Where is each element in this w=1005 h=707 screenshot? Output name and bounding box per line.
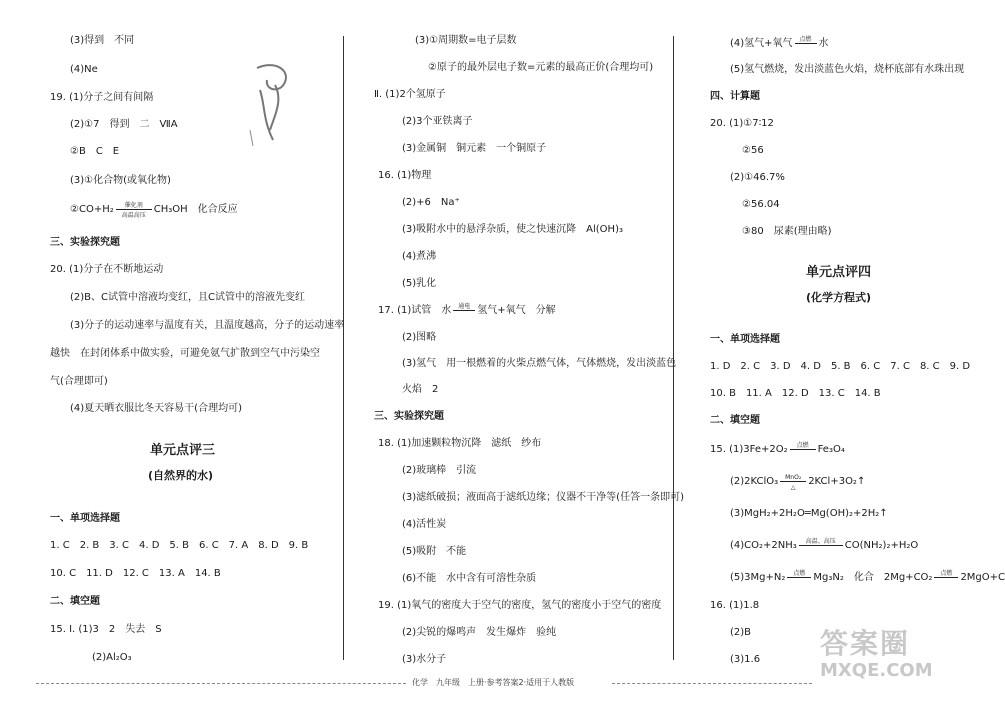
- unit-title: 单元点评三: [150, 443, 216, 458]
- equation-products: CH₃OH 化合反应: [153, 204, 238, 215]
- answer-line: 16. (1)物理: [378, 170, 432, 181]
- footer-rule-right: [612, 683, 812, 684]
- answer-line: (6)不能 水中含有可溶性杂质: [402, 573, 537, 584]
- equation-reactants: (4)CO₂+2NH₃: [730, 540, 797, 551]
- watermark-url: MXQE.COM: [820, 660, 933, 681]
- equation-products: Fe₃O₄: [817, 444, 845, 455]
- arrow-condition-bottom: △: [790, 484, 796, 491]
- arrow-condition-top: 点燃: [793, 570, 806, 577]
- page-footer: 化学 九年级 上册·参考答案2·适用于人教版: [412, 678, 575, 687]
- equation-reactants: 17. (1)试管 水: [378, 305, 452, 316]
- answer-line: ③80 尿素(理由略): [742, 226, 832, 237]
- column-divider-left: [343, 36, 344, 660]
- answer-line: 气(合理即可): [50, 376, 108, 387]
- equation-line: [378, 305, 556, 317]
- answer-line: 19. (1)分子之间有间隔: [50, 92, 154, 103]
- answer-line: (3)得到 不同: [70, 35, 135, 46]
- answer-line: 19. (1)氧气的密度大于空气的密度，氢气的密度小于空气的密度: [378, 600, 662, 611]
- answer-line: ②56: [742, 145, 764, 156]
- section-heading: 三、实验探究题: [374, 411, 444, 422]
- arrow-condition-bottom: 高温高压: [121, 212, 146, 219]
- reaction-arrow: [934, 572, 958, 582]
- answer-line: (5)吸附 不能: [402, 546, 467, 557]
- equation-line: [730, 540, 918, 552]
- arrow-condition-top: 点燃: [940, 570, 953, 577]
- answer-line: (3)金属铜 铜元素 一个铜原子: [402, 143, 547, 154]
- unit-title: 单元点评四: [806, 265, 872, 280]
- equation-line: [70, 202, 238, 219]
- answer-line: 越快 在封闭体系中做实验，可避免氨气扩散到空气中污染空: [50, 348, 320, 359]
- equation-line: [730, 38, 829, 50]
- answer-line: (2)玻璃棒 引流: [402, 465, 477, 476]
- answer-line: (5)乳化: [402, 278, 437, 289]
- equation-reactants: ②CO+H₂: [70, 204, 114, 215]
- answer-line: (3)①周期数=电子层数: [415, 35, 517, 46]
- equation-reactants: (4)氢气+氧气: [730, 38, 793, 49]
- answer-line: (2)①46.7%: [730, 172, 785, 183]
- answer-line: (4)夏天晒衣服比冬天容易干(合理均可): [70, 403, 242, 414]
- unit-subtitle: (化学方程式): [806, 291, 872, 304]
- answer-line: 18. (1)加速颗粒物沉降 滤纸 纱布: [378, 438, 542, 449]
- answer-line: (4)煮沸: [402, 251, 437, 262]
- equation-line: [730, 572, 1005, 584]
- watermark-logo: [820, 622, 990, 697]
- answer-line: (3)滤纸破损；液面高于滤纸边缘；仪器不干净等(任答一条即可): [402, 492, 684, 503]
- section-heading: 二、填空题: [50, 596, 100, 607]
- answer-line: 16. (1)1.8: [710, 600, 760, 611]
- section-heading: 一、单项选择题: [710, 334, 780, 345]
- equation-products: Mg₃N₂ 化合 2Mg+CO₂: [813, 572, 933, 583]
- answer-line: 15. Ⅰ. (1)3 2 失去 S: [50, 624, 162, 635]
- arrow-condition-top: 点燃: [796, 442, 809, 449]
- equation-reactants: 15. (1)3Fe+2O₂: [710, 444, 788, 455]
- handwritten-scribble: [245, 60, 305, 160]
- section-heading: 一、单项选择题: [50, 513, 120, 524]
- answer-line: 1. C 2. B 3. C 4. D 5. B 6. C 7. A 8. D 9. B: [50, 540, 309, 551]
- section-heading: 三、实验探究题: [50, 237, 120, 248]
- answer-line: (2)Al₂O₃: [92, 652, 132, 663]
- column-divider-right: [673, 36, 674, 660]
- reaction-arrow: [453, 305, 475, 315]
- answer-line: (3)1.6: [730, 654, 761, 665]
- reaction-arrow: [799, 540, 843, 550]
- answer-line: ②原子的最外层电子数=元素的最高正价(合理均可): [428, 62, 654, 73]
- equation-products: 2MgO+C: [960, 572, 1005, 583]
- answer-line: (2)尖锐的爆鸣声 发生爆炸 验纯: [402, 627, 557, 638]
- answer-line: (3)吸附水中的悬浮杂质，使之快速沉降 Al(OH)₃: [402, 224, 623, 235]
- arrow-condition-top: 点燃: [799, 36, 812, 43]
- reaction-arrow: [116, 202, 152, 219]
- answer-line: 10. C 11. D 12. C 13. A 14. B: [50, 568, 221, 579]
- answer-line: (5)氢气燃烧，发出淡蓝色火焰，烧杯底部有水珠出现: [730, 64, 965, 75]
- answer-line: (2)①7 得到 二 ⅦA: [70, 119, 178, 130]
- answer-line: (2)3个亚铁离子: [402, 116, 473, 127]
- answer-line: (3)分子的运动速率与温度有关，且温度越高，分子的运动速率: [70, 320, 345, 331]
- answer-line: ②B C E: [70, 146, 120, 157]
- equation-products: 2KCl+3O₂↑: [808, 476, 866, 487]
- answer-line: (3)水分子: [402, 654, 447, 665]
- reaction-arrow: [780, 474, 806, 491]
- equation-line: [710, 444, 845, 456]
- answer-line: 20. (1)①7∶12: [710, 118, 774, 129]
- arrow-condition-top: 通电: [458, 303, 471, 310]
- equation-reactants: (5)3Mg+N₂: [730, 572, 786, 583]
- answer-line: (3)①化合物(或氧化物): [70, 175, 171, 186]
- answer-line: 10. B 11. A 12. D 13. C 14. B: [710, 388, 881, 399]
- watermark-logo-text: 答案圈: [820, 627, 911, 660]
- section-heading: 二、填空题: [710, 415, 760, 426]
- equation-line: [730, 474, 866, 491]
- answer-line: (2)+6 Na⁺: [402, 197, 460, 208]
- reaction-arrow: [795, 38, 817, 48]
- answer-line: (2)B: [730, 627, 752, 638]
- reaction-arrow: [787, 572, 811, 582]
- answer-line: ②56.04: [742, 199, 780, 210]
- unit-subtitle: (自然界的水): [148, 469, 214, 482]
- answer-line: 1. D 2. C 3. D 4. D 5. B 6. C 7. C 8. C 9. D: [710, 361, 971, 372]
- answer-line: (2)B、C试管中溶液均变红，且C试管中的溶液先变红: [70, 292, 305, 303]
- arrow-condition-top: 催化剂: [124, 202, 143, 209]
- answer-line: (3)氢气 用一根燃着的火柴点燃气体，气体燃烧，发出淡蓝色: [402, 358, 677, 369]
- answer-line: (3)MgH₂+2H₂O═Mg(OH)₂+2H₂↑: [730, 508, 888, 519]
- reaction-arrow: [790, 444, 816, 454]
- answer-line: (2)图略: [402, 332, 437, 343]
- answer-line: (4)Ne: [70, 64, 98, 75]
- answer-line: 20. (1)分子在不断地运动: [50, 264, 164, 275]
- section-heading: 四、计算题: [710, 91, 760, 102]
- arrow-condition-top: MnO₂: [785, 474, 802, 481]
- equation-products: CO(NH₂)₂+H₂O: [844, 540, 919, 551]
- answer-line: (4)活性炭: [402, 519, 447, 530]
- equation-products: 水: [818, 38, 829, 49]
- equation-reactants: (2)2KClO₃: [730, 476, 779, 487]
- arrow-condition-top: 高温、高压: [805, 538, 836, 545]
- footer-rule-left: [36, 683, 406, 684]
- answer-line: 火焰 2: [402, 384, 439, 395]
- answer-line: Ⅱ. (1)2个氢原子: [374, 89, 446, 100]
- equation-products: 氢气+氧气 分解: [477, 305, 556, 316]
